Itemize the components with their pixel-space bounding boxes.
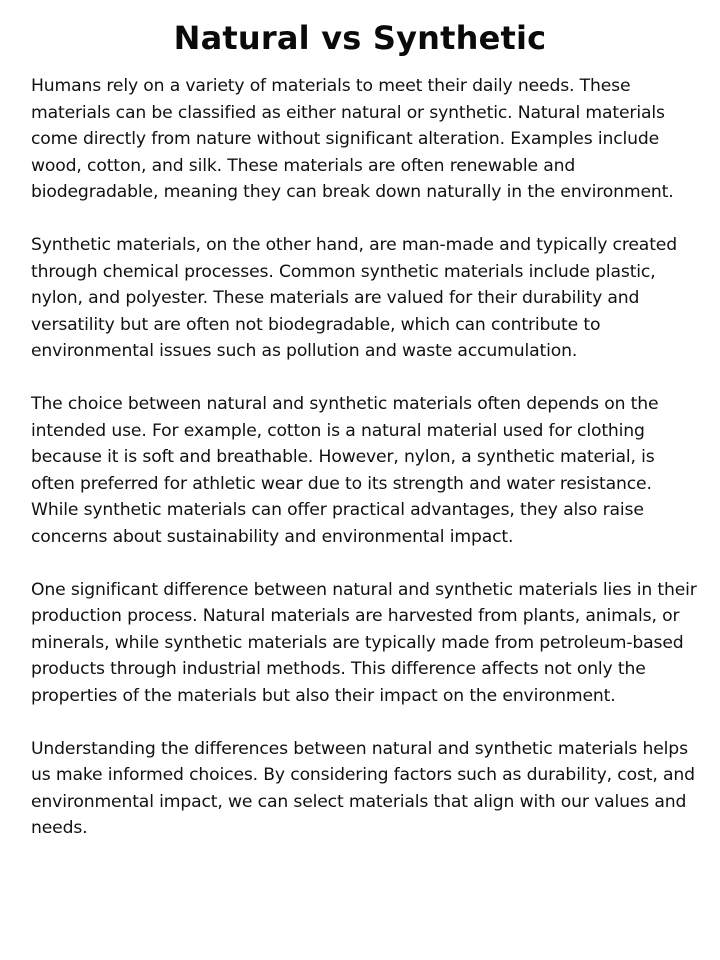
page-title: Natural vs Synthetic <box>173 19 547 57</box>
paragraph-4: One significant difference between natural and synthetic materials lies in their production process. Natural materials are harvested from plants, animals, or minerals, while synthetic materials are typically made from petroleum-based products through industrial methods. This difference affects not only the properties of the materials but also their impact on the environment. <box>31 579 697 706</box>
paragraph-1: Humans rely on a variety of materials to meet their daily needs. These materials can be classified as either natural or synthetic. Natural materials come directly from nature without significant alteration. Examples include wood, cotton, and silk. These materials are often renewable and biodegradable, meaning they can break down naturally in the environment. <box>31 76 674 202</box>
document-body <box>31 73 697 842</box>
paragraph-2: Synthetic materials, on the other hand, are man-made and typically created through chemical processes. Common synthetic materials include plastic, nylon, and polyester. These materials are valued for their durability and versatility but are often not biodegradable, which can contribute to environmental issues such as pollution and waste accumulation. <box>31 235 677 361</box>
paragraph-5: Understanding the differences between natural and synthetic materials helps us make informed choices. By considering factors such as durability, cost, and environmental impact, we can select materials that align with our values and needs. <box>31 738 695 838</box>
paragraph-3: The choice between natural and synthetic materials often depends on the intended use. For example, cotton is a natural material used for clothing because it is soft and breathable. However, nylon, a synthetic material, is often preferred for athletic wear due to its strength and water resistance. While synthetic materials can offer practical advantages, they also raise concerns about sustainability and environmental impact. <box>31 394 659 547</box>
